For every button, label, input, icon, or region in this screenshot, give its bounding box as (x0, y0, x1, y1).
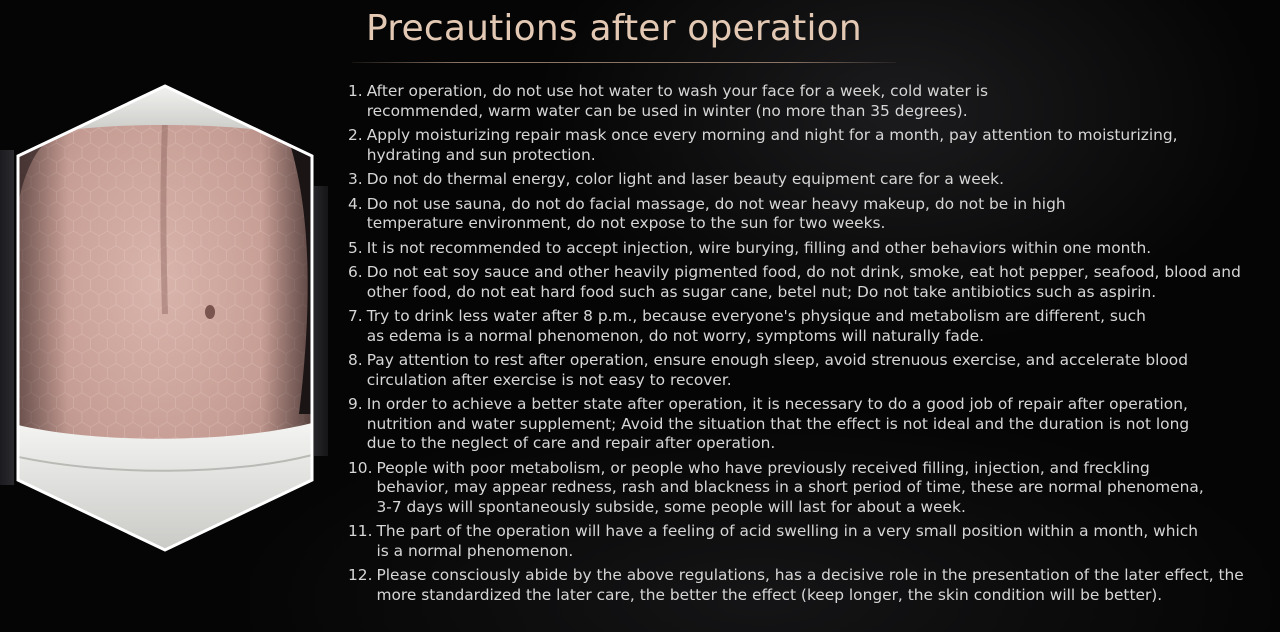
list-item-number: 5. (348, 238, 363, 257)
list-item-text: Do not do thermal energy, color light and laser beauty equipment care for a week. (366, 170, 1004, 188)
list-item-text: In order to achieve a better state after operation, it is necessary to do a good job of repair after operation, nutrition and water supplement; Avoid the situation that the effect is not ideal and the duration is not long due to the neglect of care and repair after operation. (366, 395, 1190, 452)
list-item (348, 522, 1268, 561)
list-item-number: 9. (348, 395, 363, 413)
list-item-number: 3. (348, 170, 363, 188)
decorative-panel-left (0, 150, 14, 485)
list-item-number: 11. (348, 522, 373, 540)
list-item-text: It is not recommended to accept injection, wire burying, filling and other behaviors within one month. (366, 238, 1152, 257)
list-item (348, 239, 1268, 259)
list-item-number: 4. (348, 194, 363, 213)
title-underline-divider (352, 62, 896, 63)
list-item-text: Apply moisturizing repair mask once every morning and night for a month, pay attention to moisturizing, hydrating and sun protection. (366, 126, 1178, 164)
list-item-text: Try to drink less water after 8 p.m., because everyone's physique and metabolism are different, such as edema is a normal phenomenon, do not worry, symptoms will naturally fade. (366, 307, 1146, 345)
precautions-list (348, 82, 1268, 610)
list-item-number: 1. (348, 82, 363, 100)
list-item-number: 2. (348, 126, 363, 144)
list-item (348, 566, 1268, 605)
page-title: Precautions after operation (366, 8, 862, 49)
list-item-text: People with poor metabolism, or people who have previously received filling, injection, and freckling behavior, may appear redness, rash and blackness in a short period of time, these are normal phenomena, 3-7 days will spontaneously subside, some people will last for about a week. (376, 458, 1204, 516)
list-item-text: Please consciously abide by the above regulations, has a decisive role in the presentation of the later effect, the more standardized the later care, the better the effect (keep longer, the skin condition will be better). (376, 566, 1244, 604)
decorative-panel-right (314, 186, 328, 456)
list-item (348, 351, 1268, 390)
list-item-number: 10. (348, 458, 373, 477)
list-item-text: Do not use sauna, do not do facial massage, do not wear heavy makeup, do not be in high temperature environment, do not expose to the sun for two weeks. (366, 194, 1066, 232)
list-item (348, 126, 1268, 165)
list-item-number: 12. (348, 566, 373, 584)
list-item-text: Pay attention to rest after operation, ensure enough sleep, avoid strenuous exercise, and accelerate blood circulation after exercise is not easy to recover. (366, 351, 1188, 389)
list-item-number: 6. (348, 263, 363, 281)
list-item (348, 170, 1268, 190)
list-item (348, 82, 1268, 121)
list-item-number: 8. (348, 351, 363, 369)
list-item-text: After operation, do not use hot water to wash your face for a week, cold water is recommended, warm water can be used in winter (no more than 35 degrees). (366, 82, 989, 120)
list-item (348, 307, 1268, 346)
list-item (348, 395, 1268, 454)
list-item-text: Do not eat soy sauce and other heavily pigmented food, do not drink, smoke, eat hot pepper, seafood, blood and other food, do not eat hard food such as sugar cane, betel nut; Do not take antibiotics such as aspirin. (366, 263, 1241, 301)
abdomen-hexagon-photo (14, 84, 316, 552)
list-item-number: 7. (348, 307, 363, 325)
list-item-text: The part of the operation will have a feeling of acid swelling in a very small position within a month, which is a normal phenomenon. (376, 522, 1198, 560)
list-item (348, 459, 1268, 518)
list-item (348, 195, 1268, 234)
list-item (348, 263, 1268, 302)
